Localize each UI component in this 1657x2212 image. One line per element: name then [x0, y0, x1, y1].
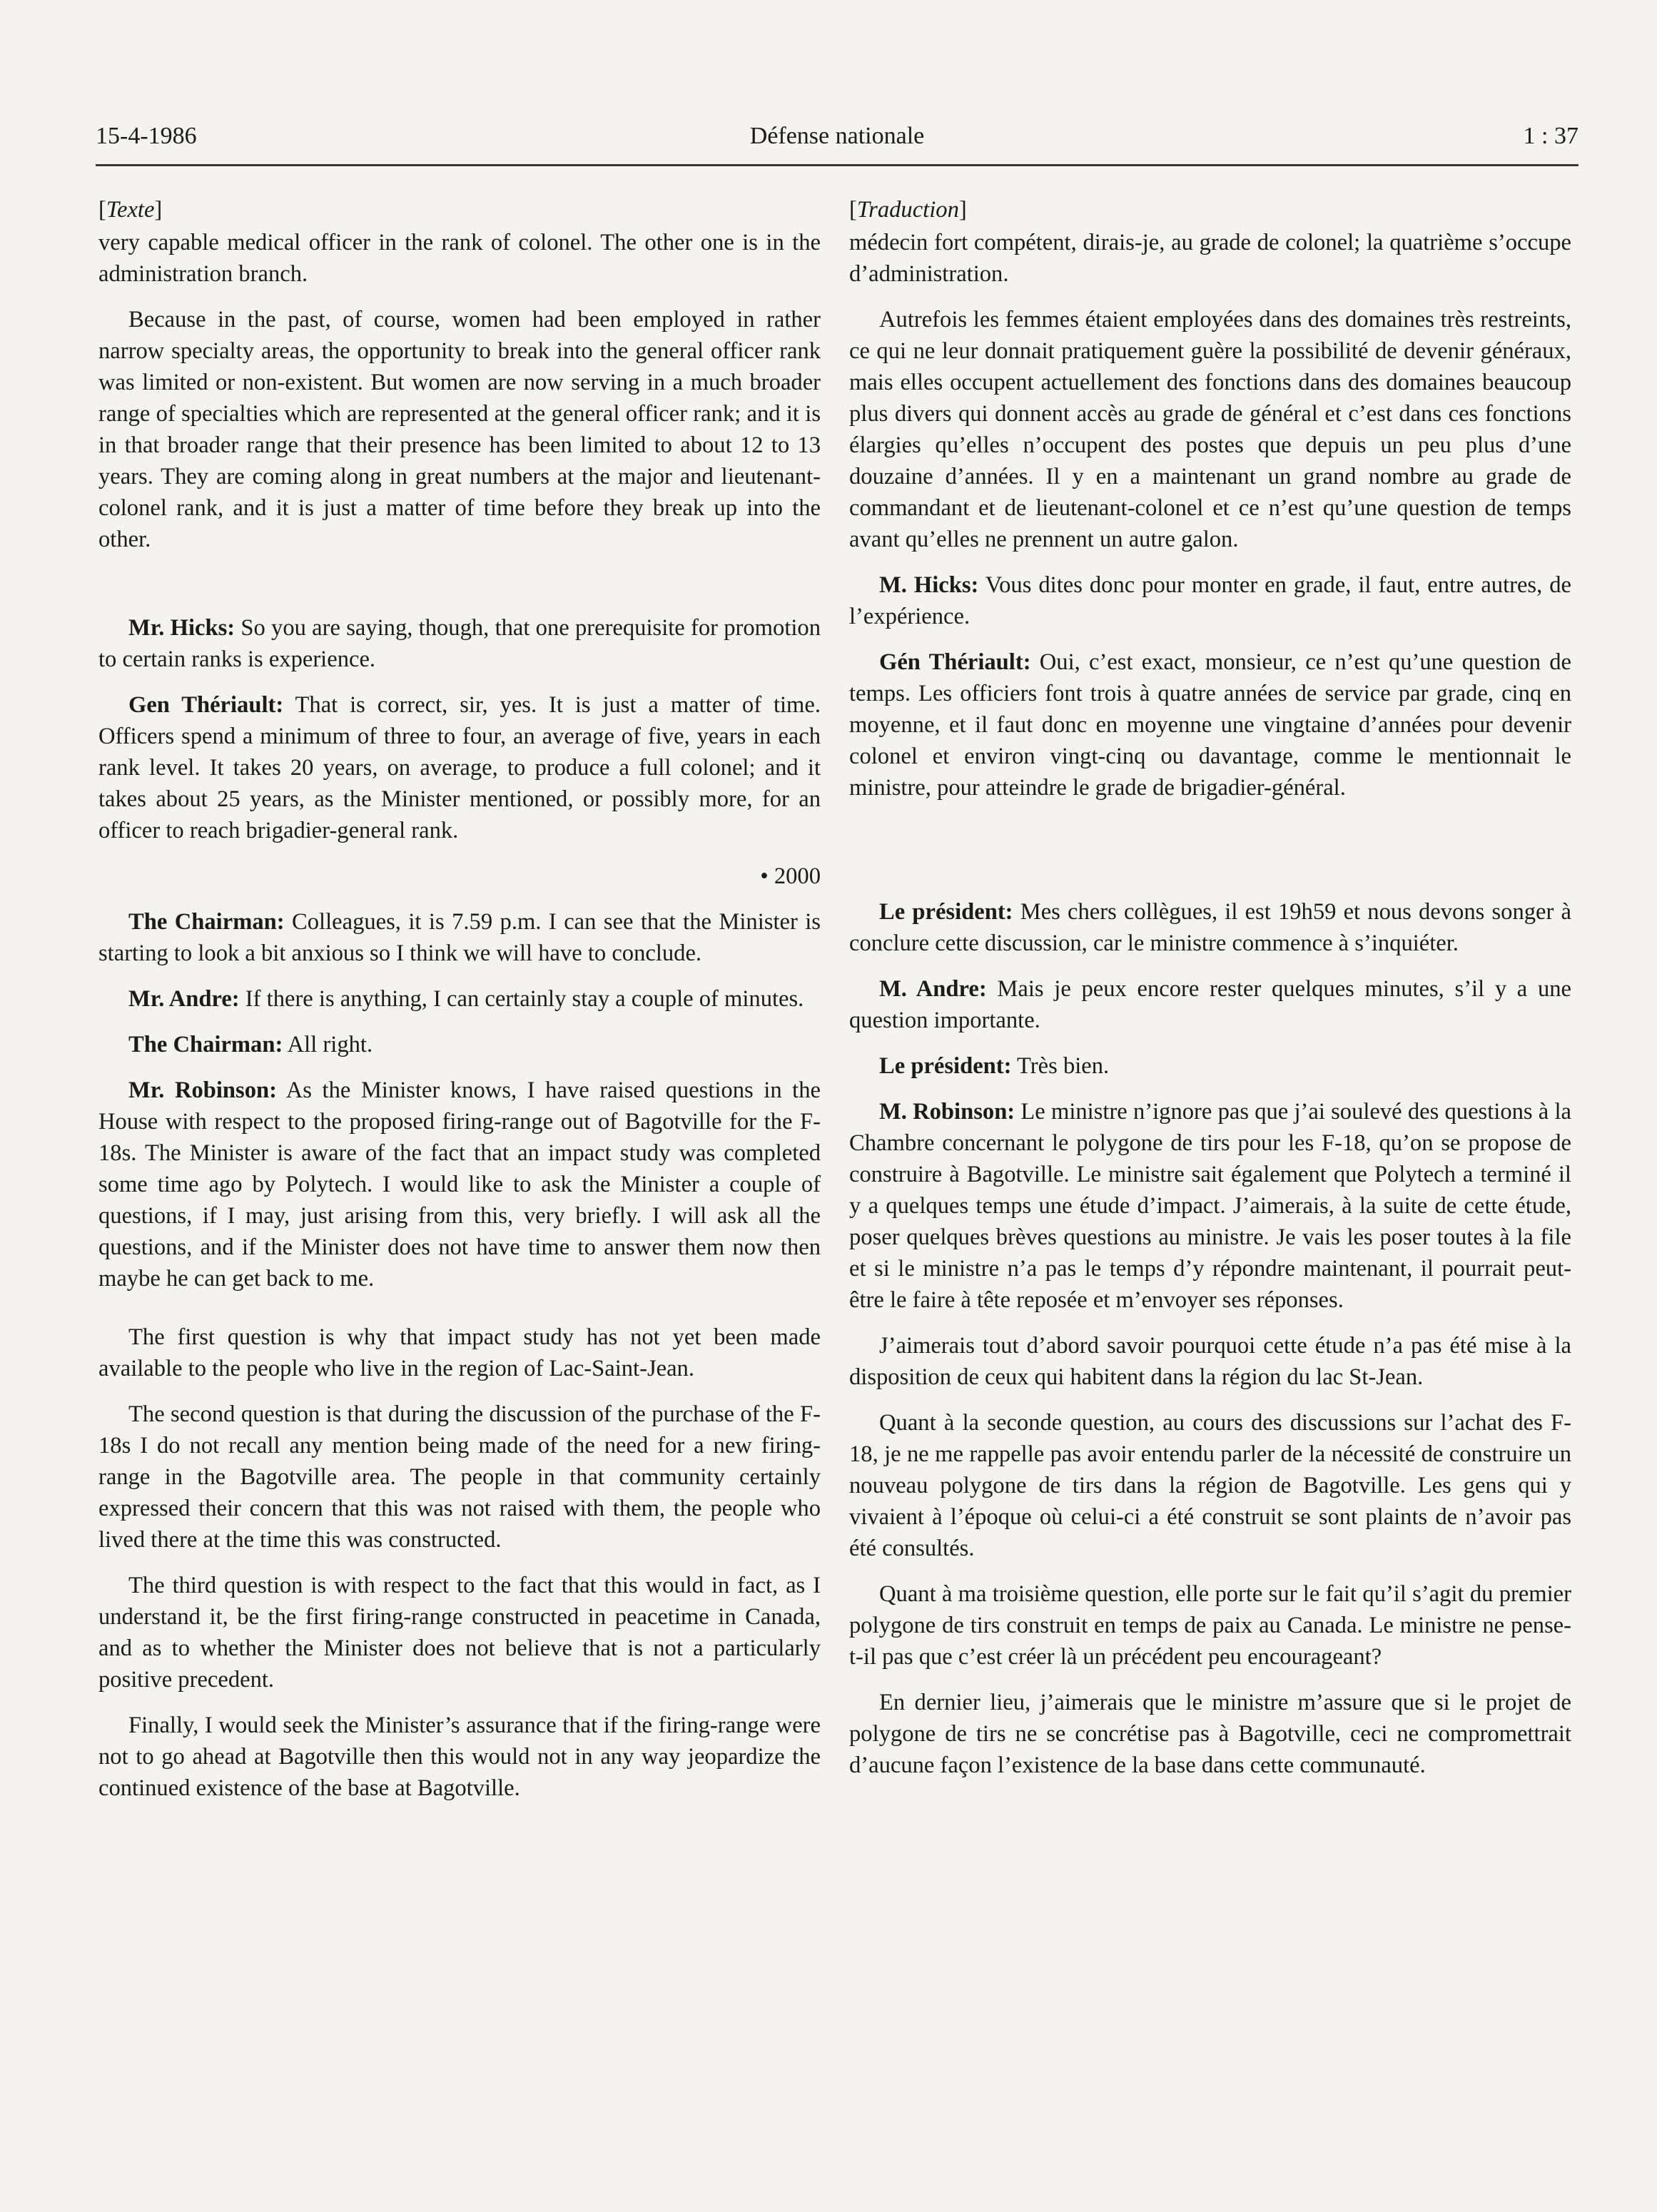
- paragraph: The Chairman: Colleagues, it is 7.59 p.m. I can see that the Minister is starting to look a bit anxious so I think we will have to conclude.: [98, 909, 821, 966]
- paragraph: Finally, I would seek the Minister’s assurance that if the firing-range were not to go ahead at Bagotville then this would not in any way jeopardize the continued existence of the base at Bagotville.: [98, 1713, 821, 1801]
- paragraph: very capable medical officer in the rank of colonel. The other one is in the administration branch.: [98, 230, 821, 287]
- paragraph: Quant à la seconde question, au cours des discussions sur l’achat des F-18, je ne me rappelle pas avoir entendu parler de la nécessité de construire un nouveau polygone de tirs dans la région de Bagotville. Les gens qui y vivaient à l’époque où celui-ci a été construit se sont plaints de n’avoir pas été consultés.: [849, 1410, 1571, 1561]
- paragraph: The first question is why that impact study has not yet been made available to the people who live in the region of Lac-Saint-Jean.: [98, 1324, 821, 1381]
- paragraph: Le président: Mes chers collègues, il est 19h59 et nous devons songer à conclure cette discussion, car le ministre commence à s’inquiéter.: [849, 899, 1571, 956]
- paragraph: Quant à ma troisième question, elle porte sur le fait qu’il s’agit du premier polygone de tirs construit en temps de paix au Canada. Le ministre ne pense-t-il pas que c’est créer là un précédent peu encourageant?: [849, 1581, 1571, 1670]
- left-column: [98, 194, 821, 1818]
- paragraph: Gen Thériault: That is correct, sir, yes. It is just a matter of time. Officers spend a minimum of three to four, an average of five, years in each rank level. It takes 20 years, on average, to produce a full colonel; and it takes about 25 years, as the Minister mentioned, or possibly more, for an officer to reach brigadier-general rank.: [98, 692, 821, 843]
- paragraph: The second question is that during the discussion of the purchase of the F-18s I do not recall any mention being made of the need for a new firing-range in the Bagotville area. The people in that community certainly expressed their concern that this was not raised with them, the people who lived there at the time this was constructed.: [98, 1401, 821, 1553]
- speaker-name: Le président:: [879, 1053, 1012, 1079]
- paragraph: Gén Thériault: Oui, c’est exact, monsieur, ce n’est qu’une question de temps. Les officiers font trois à quatre années de service par grade, cinq en moyenne, et il faut donc en moyenne une vingtaine d’années pour devenir colonel et environ vingt-cinq ou davantage, comme le mentionnait le ministre, pour atteindre le grade de brigadier-général.: [849, 649, 1571, 801]
- header-rule: [96, 164, 1579, 166]
- speaker-name: Gén Thériault:: [879, 649, 1031, 675]
- right-column: [849, 194, 1571, 1795]
- paragraph: Because in the past, of course, women had been employed in rather narrow specialty areas, the opportunity to break into the general officer rank was limited or non-existent. But women are now serving in a much broader range of specialties which are represented at the general officer rank; and it is in that broader range that their presence has been limited to about 12 to 13 years. They are coming along in great numbers at the major and lieutenant-colonel rank, and it is just a matter of time before they break up into the other.: [98, 307, 821, 552]
- paragraph: Autrefois les femmes étaient employées dans des domaines très restreints, ce qui ne leur donnait pratiquement guère la possibilité de devenir généraux, mais elles occupent actuellement des fonctions dans des domaines beaucoup plus divers qui donnent accès au grade de général et c’est dans ces fonctions élargies qu’elles n’occupent des postes que depuis un peu plus d’une douzaine d’années. Il y en a maintenant un grand nombre au grade de commandant et de lieutenant-colonel et ce n’est qu’une question de temps avant qu’elles ne prennent un autre galon.: [849, 307, 1571, 552]
- header-title: Défense nationale: [749, 123, 925, 149]
- column-tag: [Traduction]: [849, 197, 967, 223]
- speaker-name: Mr. Hicks:: [128, 615, 235, 641]
- paragraph: M. Hicks: Vous dites donc pour monter en grade, il faut, entre autres, de l’expérience.: [849, 572, 1571, 629]
- paragraph: M. Andre: Mais je peux encore rester quelques minutes, s’il y a une question importante.: [849, 976, 1571, 1033]
- speaker-name: M. Hicks:: [879, 572, 979, 598]
- speaker-name: The Chairman:: [128, 909, 285, 935]
- speaker-name: Gen Thériault:: [128, 692, 284, 718]
- time-marker: • 2000: [760, 863, 821, 889]
- column-tag: [Texte]: [98, 197, 163, 223]
- paragraph: En dernier lieu, j’aimerais que le ministre m’assure que si le projet de polygone de tirs ne se concrétise pas à Bagotville, ceci ne compromettrait d’aucune façon l’existence de la base dans cette communauté.: [849, 1690, 1571, 1778]
- speaker-name: The Chairman:: [128, 1032, 283, 1057]
- paragraph: Mr. Hicks: So you are saying, though, that one prerequisite for promotion to certain ranks is experience.: [98, 615, 821, 672]
- page-header: [96, 123, 1579, 166]
- header-page-number: 1 : 37: [1523, 123, 1579, 149]
- paragraph: J’aimerais tout d’abord savoir pourquoi cette étude n’a pas été mise à la disposition de ceux qui habitent dans la région du lac St-Jean.: [849, 1333, 1571, 1390]
- speaker-name: Mr. Robinson:: [128, 1077, 277, 1103]
- paragraph: The Chairman: All right.: [128, 1032, 373, 1057]
- speaker-name: M. Robinson:: [879, 1099, 1015, 1125]
- paragraph: M. Robinson: Le ministre n’ignore pas que j’ai soulevé des questions à la Chambre concernant le polygone de tirs pour les F-18, qu’on se propose de construire à Bagotville. Le ministre sait également que Polytech a terminé il y a quelques temps une étude d’impact. J’aimerais, à la suite de cette étude, poser quelques brèves questions au ministre. Je vais les poser toutes à la file et si le ministre n’a pas le temps d’y répondre maintenant, il pourrait peut-être le faire à tête reposée et m’envoyer ses réponses.: [849, 1099, 1572, 1313]
- paragraph: Le président: Très bien.: [879, 1053, 1110, 1079]
- paragraph: The third question is with respect to the fact that this would in fact, as I understand it, be the first firing-range constructed in peacetime in Canada, and as to whether the Minister does not believe that is not a particularly positive precedent.: [98, 1573, 821, 1693]
- speaker-name: Le président:: [879, 899, 1013, 925]
- paragraph: médecin fort compétent, dirais-je, au grade de colonel; la quatrième s’occupe d’administration.: [849, 230, 1571, 287]
- header-date: 15-4-1986: [96, 123, 197, 149]
- paragraph: Mr. Robinson: As the Minister knows, I have raised questions in the House with respect to the proposed firing-range out of Bagotville for the F-18s. The Minister is aware of the fact that an impact study was completed some time ago by Polytech. I would like to ask the Minister a couple of questions, if I may, just arising from this, very briefly. I will ask all the questions, and if the Minister does not have time to answer them now then maybe he can get back to me.: [98, 1077, 821, 1292]
- speaker-name: Mr. Andre:: [128, 986, 240, 1012]
- paragraph: Mr. Andre: If there is anything, I can certainly stay a couple of minutes.: [128, 986, 804, 1012]
- speaker-name: M. Andre:: [879, 976, 987, 1002]
